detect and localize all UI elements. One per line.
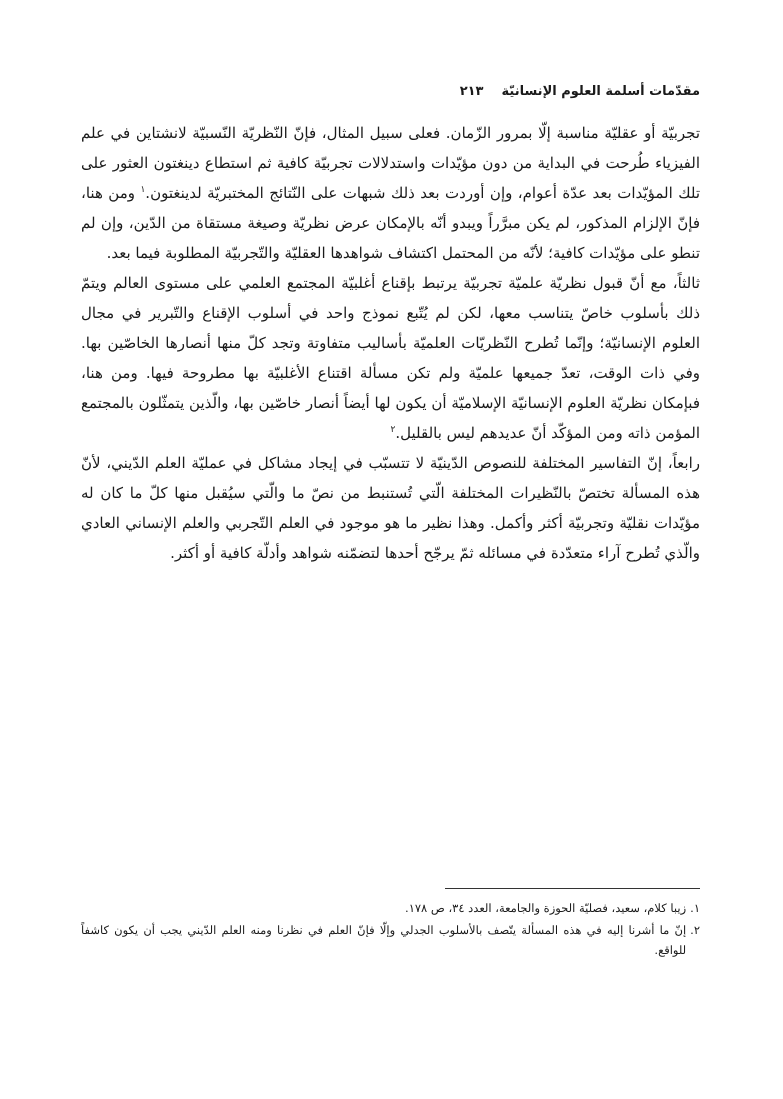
footnote-text: إنّ ما أشرنا إليه في هذه المسألة يتّصف بالأسلوب الجدلي وإلّا فإنّ العلم في نظرنا ومنه العلم الدّيني يجب أن يكون كاشفاً للواقع. — [81, 923, 687, 957]
running-title: مقدّمات أسلمة العلوم الإنسانيّة — [501, 84, 700, 99]
footnote — [81, 920, 700, 960]
footnote — [81, 898, 700, 918]
paragraph — [81, 448, 700, 568]
paragraph — [81, 268, 700, 448]
paragraph-text: رابعاً، إنّ التفاسير المختلفة للنصوص الدّينيّة لا تتسبّب في إيجاد مشاكل في عمليّة العلم الدّيني، لأنّ هذه المسألة تختصّ بالنّظيرات المختلفة الّتي تُستنبط من نصّ ما والّتي سيُقبل منها كلّ ما كان له مؤيّدات نقليّة وتجربيّة أكثر وأكمل. وهذا نظير ما هو موجود في العلم التّجربي والعلم الإنساني العادي والّذي تُطرح آراء متعدّدة في مسائله ثمّ يرجّح أحدها لتضمّنه شواهد وأدلّة كافية أو أكثر. — [81, 454, 700, 562]
body-text — [81, 118, 700, 568]
paragraph-text: تجربيّة أو عقليّة مناسبة إلّا بمرور الزّمان. فعلى سبيل المثال، فإنّ النّظريّة النّسبيّة لانشتاين في علم الفيزياء طُرحت في البداية من دون مؤيّدات واستدلالات تجربيّة كافية ثم استطاع دينغتون العثور على تلك المؤيّدات بعد عدّة أعوام، وإن أوردت بعد ذلك شبهات على النّتائج المختبريّة لدينغتون. — [81, 124, 700, 202]
footnote-number: ١. — [690, 901, 700, 915]
footnote-separator — [445, 888, 700, 889]
paragraph-text: ثالثاً، مع أنّ قبول نظريّة علميّة تجربيّة يرتبط بإقناع أغلبيّة المجتمع العلمي على مستوى العالم ويتمّ ذلك بأسلوب خاصّ يتناسب معها، لكن لم يُتّبع نموذج واحد في أسلوب الإقناع والتّبرير في مجال العلوم الإنسانيّة؛ وإنّما تُطرح النّظريّات العلميّة بأساليب متفاوتة وتجد كلّ منها أنصارها الخاصّين بها. وفي ذات الوقت، تعدّ جميعها علميّة ولم تكن مسألة اقتناع الأغلبيّة بها مطروحة فيها. ومن هنا، فبإمكان نظريّة العلوم الإنسانيّة الإسلاميّة أن يكون لها أيضاً أنصار خاصّين بها، والّذين يتمثّلون بالمجتمع المؤمن ذاته ومن المؤكّد أنّ عديدهم ليس بالقليل. — [81, 274, 700, 442]
footnotes — [81, 898, 700, 962]
paragraph-text-continued: ومن هنا، فإنّ الإلزام المذكور، لم يكن مبرَّراً ويبدو أنّه بالإمكان عرض نظريّة وصيغة مستقاة من الدّين، وإن لم تنطو على مؤيّدات كافية؛ لأنّه من المحتمل اكتشاف شواهدها العقليّة والتّجربيّة المطلوبة فيما بعد. — [81, 184, 700, 262]
footnote-number: ٢. — [690, 923, 700, 937]
footnote-ref[interactable]: ٢ — [390, 425, 396, 435]
footnote-text: زيبا كلام، سعيد، فصليّة الحوزة والجامعة، العدد ٣٤، ص ١٧٨. — [405, 901, 687, 915]
page-number: ٢١٣ — [459, 84, 484, 99]
page-header — [83, 84, 700, 106]
footnote-ref[interactable]: ١ — [140, 185, 146, 195]
paragraph — [81, 118, 700, 268]
